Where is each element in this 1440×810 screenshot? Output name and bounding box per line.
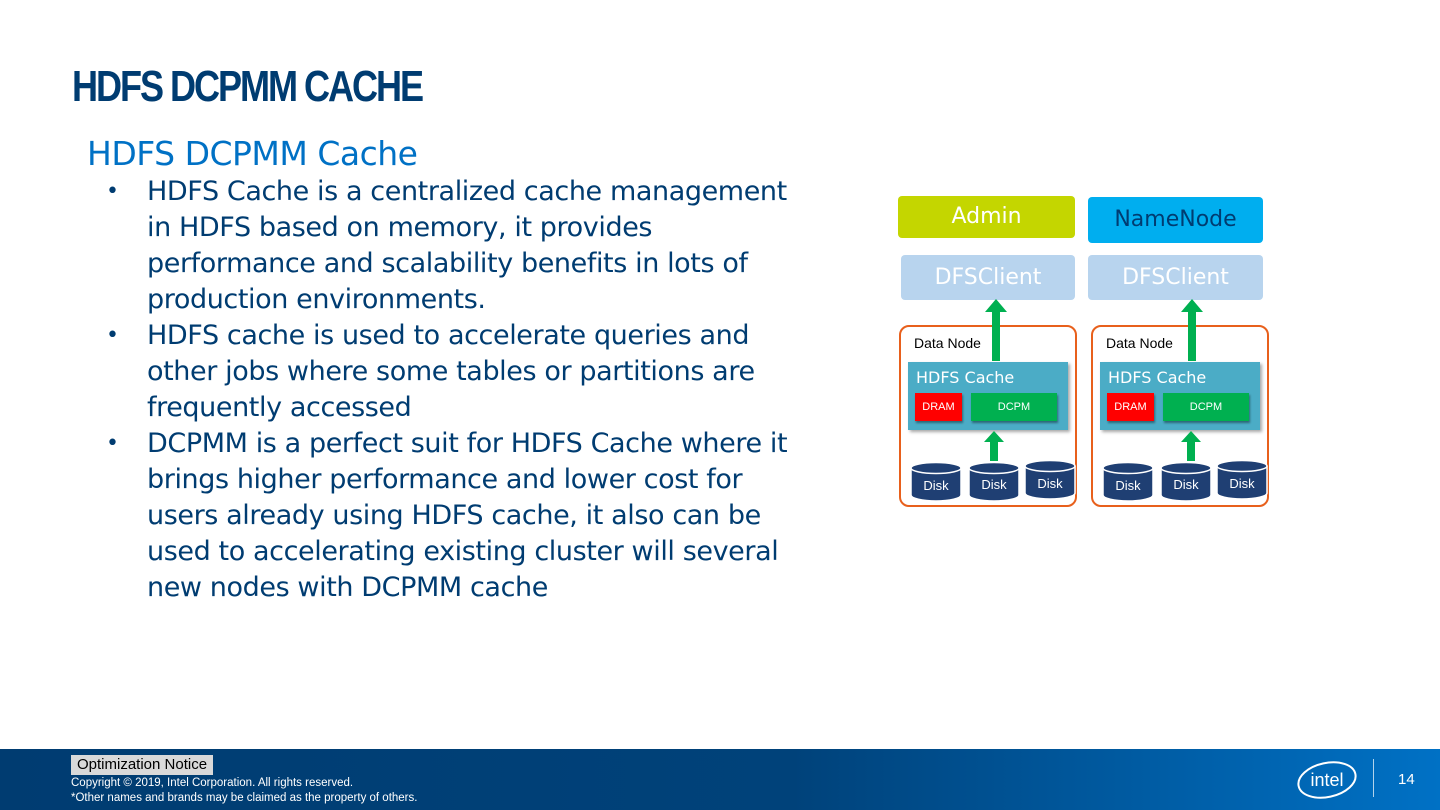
bullet-dot: • — [106, 431, 119, 456]
bullet-line: new nodes with DCPMM cache — [147, 572, 548, 603]
bullet-line: other jobs where some tables or partitions are — [147, 356, 755, 387]
bullet-line: DCPMM is a perfect suit for HDFS Cache where it — [147, 428, 788, 459]
dcpm-block: DCPM — [971, 393, 1057, 421]
bullet-line: in HDFS based on memory, it provides — [147, 212, 653, 243]
admin-box: Admin — [898, 196, 1075, 238]
dcpm-block: DCPM — [1163, 393, 1249, 421]
bullet-line: performance and scalability benefits in lots of — [147, 248, 748, 279]
bullet-line: users already using HDFS cache, it also can be — [147, 500, 761, 531]
up-arrow-icon — [1181, 431, 1201, 461]
bullet-item — [100, 426, 820, 606]
hdfs-cache-label: HDFS Cache — [916, 368, 1015, 387]
hdfs-cache-label: HDFS Cache — [1108, 368, 1207, 387]
disk-label: Disk — [981, 477, 1007, 492]
dfsclient-box-right: DFSClient — [1088, 255, 1263, 300]
bullet-list — [100, 174, 820, 606]
bullet-item — [100, 318, 820, 426]
up-arrow-icon — [984, 431, 1004, 461]
copyright-text: Copyright © 2019, Intel Corporation. All rights reserved. — [71, 777, 354, 789]
dfsclient-box-left: DFSClient — [901, 255, 1075, 300]
optimization-notice-link[interactable]: Optimization Notice — [71, 755, 213, 775]
data-node-label: Data Node — [914, 335, 981, 351]
page-number: 14 — [1398, 771, 1415, 788]
slide-subtitle: HDFS DCPMM Cache — [87, 134, 418, 173]
disk-label: Disk — [1173, 477, 1199, 492]
disk-label: Disk — [1037, 476, 1063, 491]
footer-divider — [1373, 759, 1374, 797]
dram-block: DRAM — [1107, 393, 1154, 421]
logo-text: intel — [1310, 770, 1344, 790]
disk-label: Disk — [1115, 478, 1141, 493]
bullet-line: brings higher performance and lower cost for — [147, 464, 743, 495]
up-arrow-icon — [1181, 299, 1203, 361]
namenode-box: NameNode — [1088, 197, 1263, 243]
bullet-item — [100, 174, 820, 318]
bullet-line: frequently accessed — [147, 392, 412, 423]
bullet-line: used to accelerating existing cluster will several — [147, 536, 779, 567]
disk-label: Disk — [1229, 476, 1255, 491]
up-arrow-icon — [985, 299, 1007, 361]
bullet-line: HDFS Cache is a centralized cache management — [147, 176, 787, 207]
bullet-dot: • — [106, 323, 119, 348]
slide-title: HDFS DCPMM CACHE — [72, 62, 423, 111]
trademark-text: *Other names and brands may be claimed as the property of others. — [71, 792, 418, 804]
dram-block: DRAM — [915, 393, 962, 421]
intel-logo-icon — [1296, 760, 1358, 800]
bullet-line: production environments. — [147, 284, 486, 315]
bullet-dot: • — [106, 179, 119, 204]
data-node-label: Data Node — [1106, 335, 1173, 351]
bullet-line: HDFS cache is used to accelerate queries and — [147, 320, 750, 351]
disk-label: Disk — [923, 478, 949, 493]
